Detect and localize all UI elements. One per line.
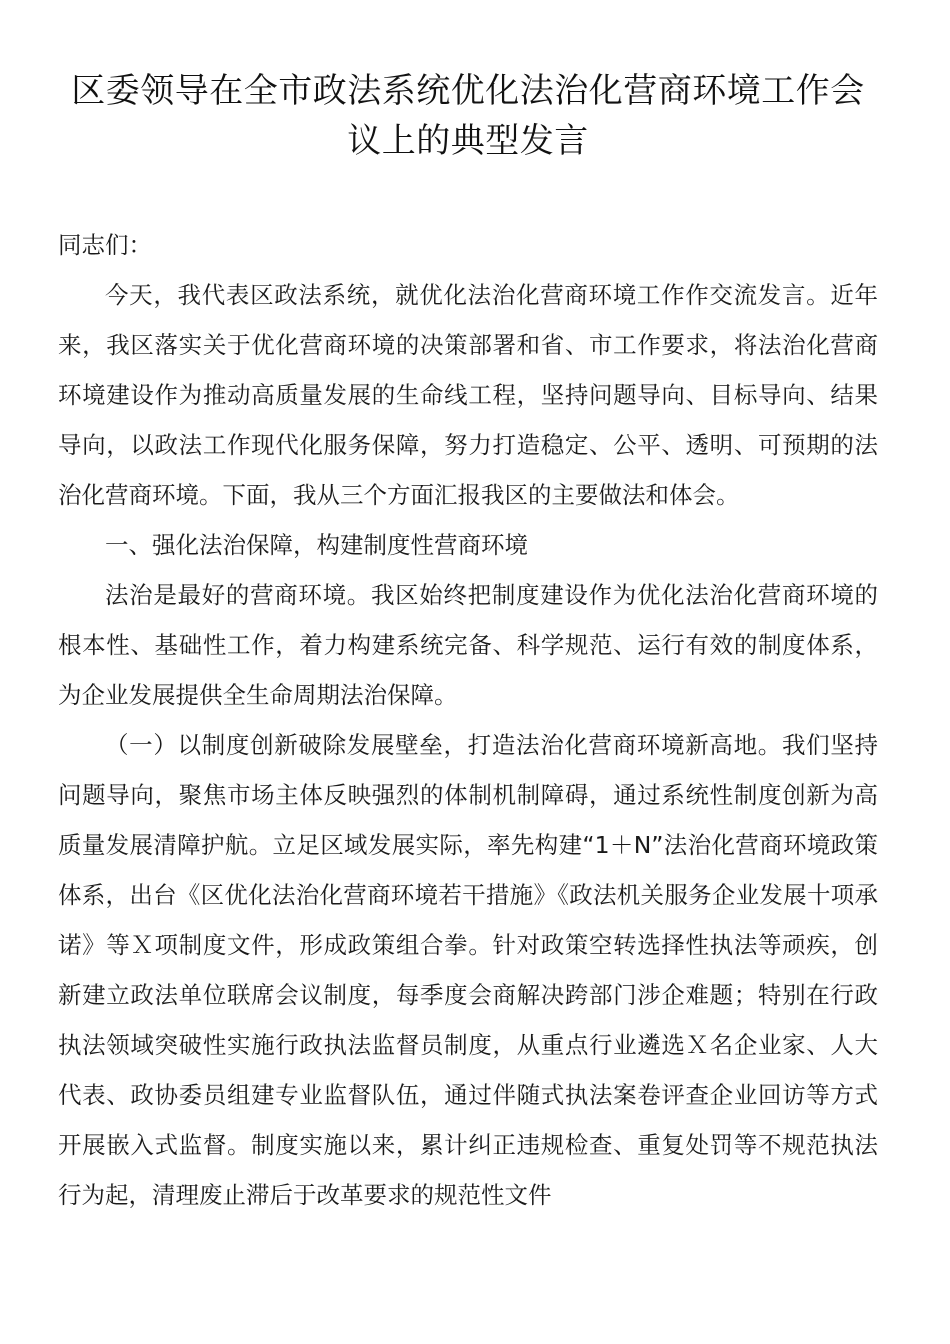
salutation: 同志们： <box>58 231 152 259</box>
section-1-paragraph: 法治是最好的营商环境。我区始终把制度建设作为优化法治化营商环境的根本性、基础性工作，着力构建系统完备、科学规范、运行有效的制度体系，为企业发展提供全生命周期法治保障。 <box>58 581 878 709</box>
document-title: 区委领导在全市政法系统优化法治化营商环境工作会议上的典型发言 <box>71 71 865 161</box>
subsection-1-paragraph: （一）以制度创新破除发展壁垒，打造法治化营商环境新高地。我们坚持问题导向，聚焦市场主体反映强烈的体制机制障碍，通过系统性制度创新为高质量发展清障护航。立足区域发展实际，率先构建“1＋N”法治化营商环境政策体系，出台《区优化法治化营商环境若干措施》《政法机关服务企业发展十项承诺》等Ｘ项制度文件，形成政策组合拳。针对政策空转选择性执法等顽疾，创新建立政法单位联席会议制度，每季度会商解决跨部门涉企难题；特别在行政执法领域突破性实施行政执法监督员制度，从重点行业遴选Ｘ名企业家、人大代表、政协委员组建专业监督队伍，通过伴随式执法案卷评查企业回访等方式开展嵌入式监督。制度实施以来，累计纠正违规检查、重复处罚等不规范执法行为起，清理废止滞后于改革要求的规范性文件 <box>58 731 878 1209</box>
section-heading-1: 一、强化法治保障，构建制度性营商环境 <box>105 531 528 559</box>
document-page <box>58 66 878 1220</box>
intro-paragraph: 今天，我代表区政法系统，就优化法治化营商环境工作作交流发言。近年来，我区落实关于优化营商环境的决策部署和省、市工作要求，将法治化营商环境建设作为推动高质量发展的生命线工程，坚持问题导向、目标导向、结果导向，以政法工作现代化服务保障，努力打造稳定、公平、透明、可预期的法治化营商环境。下面，我从三个方面汇报我区的主要做法和体会。 <box>58 281 878 509</box>
